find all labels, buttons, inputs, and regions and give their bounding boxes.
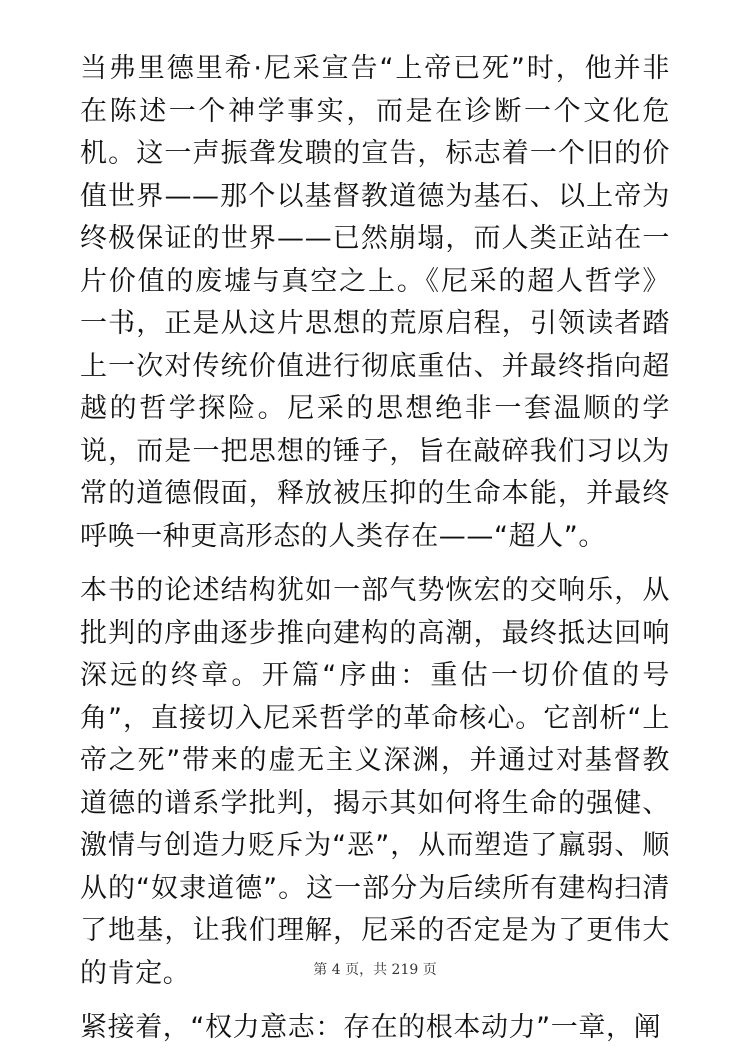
body-text (80, 48, 670, 1050)
paragraph-2: 本书的论述结构犹如一部气势恢宏的交响乐，从批判的序曲逐步推向建构的高潮，最终抵达回响深远的终章。开篇“序曲：重估一切价值的号角”，直接切入尼采哲学的革命核心。它剖析“上帝之死”带来的虚无主义深渊，并通过对基督教道德的谱系学批判，揭示其如何将生命的强健、激情与创造力贬斥为“恶”，从而塑造了羸弱、顺从的“奴隶道德”。这一部分为后续所有建构扫清了地基，让我们理解，尼采的否定是为了更伟大的肯定。 (80, 575, 670, 989)
paragraph-3: 紧接着，“权力意志：存在的根本动力”一章，阐 (80, 1012, 662, 1043)
page-number-footer: 第 4 页，共 219 页 (313, 962, 437, 978)
paragraph-1: 当弗里德里希·尼采宣告“上帝已死”时，他并非在陈述一个神学事实，而是在诊断一个文化危机。这一声振聋发聩的宣告，标志着一个旧的价值世界——那个以基督教道德为基石、以上帝为终极保证的世界——已然崩塌，而人类正站在一片价值的废墟与真空之上。《尼采的超人哲学》一书，正是从这片思想的荒原启程，引领读者踏上一次对传统价值进行彻底重估、并最终指向超越的哲学探险。尼采的思想绝非一套温顺的学说，而是一把思想的锤子，旨在敲碎我们习以为常的道德假面，释放被压抑的生命本能，并最终呼唤一种更高形态的人类存在——“超人”。 (80, 53, 670, 552)
